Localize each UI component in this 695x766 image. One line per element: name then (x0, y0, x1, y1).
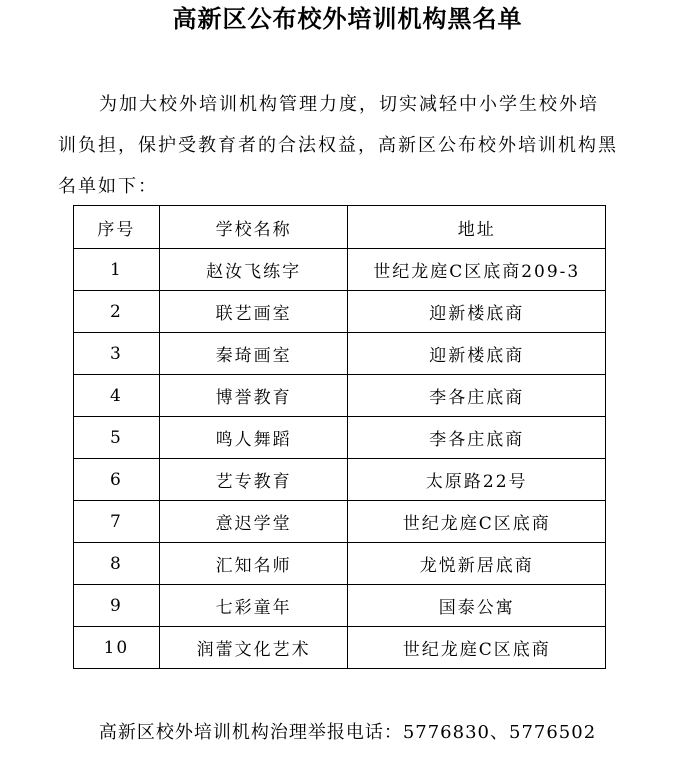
school-address: 迎新楼底商 (348, 333, 606, 375)
table-row (74, 333, 606, 375)
school-name: 秦琦画室 (159, 333, 348, 375)
school-name: 润蕾文化艺术 (159, 627, 348, 669)
school-address: 迎新楼底商 (348, 291, 606, 333)
school-address: 世纪龙庭C区底商209-3 (348, 249, 606, 291)
row-number: 5 (74, 417, 160, 459)
header-school-name: 学校名称 (159, 206, 348, 249)
school-name: 汇知名师 (159, 543, 348, 585)
school-address: 李各庄底商 (348, 417, 606, 459)
school-name: 联艺画室 (159, 291, 348, 333)
blacklist-table (73, 205, 606, 669)
row-number: 6 (74, 459, 160, 501)
table-row (74, 627, 606, 669)
row-number: 3 (74, 333, 160, 375)
row-number: 2 (74, 291, 160, 333)
school-address: 世纪龙庭C区底商 (348, 501, 606, 543)
row-number: 7 (74, 501, 160, 543)
school-name: 博誉教育 (159, 375, 348, 417)
school-name: 意迟学堂 (159, 501, 348, 543)
report-hotline: 高新区校外培训机构治理举报电话：5776830、5776502 (98, 722, 597, 743)
school-address: 国泰公寓 (348, 585, 606, 627)
table-row (74, 249, 606, 291)
school-address: 太原路22号 (348, 459, 606, 501)
school-address: 龙悦新居底商 (348, 543, 606, 585)
school-name: 赵汝飞练字 (159, 249, 348, 291)
page-title: 高新区公布校外培训机构黑名单 (172, 5, 523, 33)
table-header-row (74, 206, 606, 249)
school-address: 李各庄底商 (348, 375, 606, 417)
school-name: 七彩童年 (159, 585, 348, 627)
table-row (74, 459, 606, 501)
school-name: 鸣人舞蹈 (159, 417, 348, 459)
row-number: 10 (74, 627, 160, 669)
table-row (74, 291, 606, 333)
row-number: 9 (74, 585, 160, 627)
table-row (74, 375, 606, 417)
header-address: 地址 (348, 206, 606, 249)
school-name: 艺专教育 (159, 459, 348, 501)
table-row (74, 417, 606, 459)
table-row (74, 501, 606, 543)
table-row (74, 585, 606, 627)
table-row (74, 543, 606, 585)
row-number: 8 (74, 543, 160, 585)
intro-paragraph: 为加大校外培训机构管理力度，切实减轻中小学生校外培训负担，保护受教育者的合法权益，高新区公布校外培训机构黑名单如下： (58, 94, 618, 197)
school-address: 世纪龙庭C区底商 (348, 627, 606, 669)
row-number: 4 (74, 375, 160, 417)
row-number: 1 (74, 249, 160, 291)
header-serial-number: 序号 (74, 206, 160, 249)
